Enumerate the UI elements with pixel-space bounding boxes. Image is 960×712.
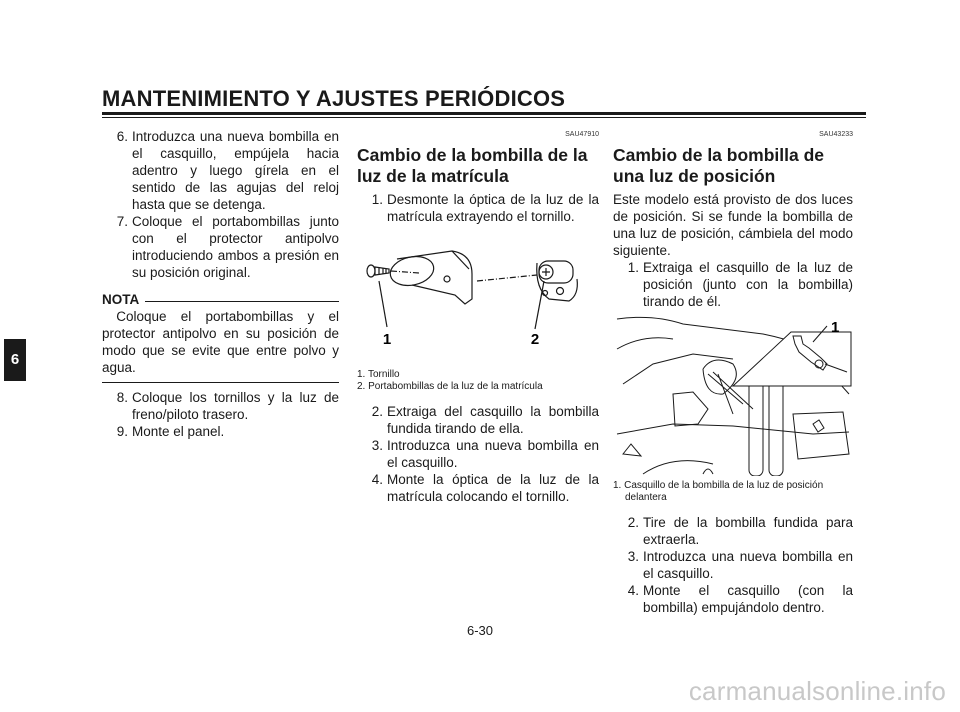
title-rule-thin	[102, 117, 866, 118]
figure-label-1: 1	[382, 331, 392, 348]
license-light-figure	[357, 229, 599, 369]
column-3	[613, 126, 853, 616]
list-item: 6. Introduzca una nueva bombilla en el casquillo, empújela hacia adentro y luego gírela en el sentido de las agujas del reloj hasta que se detenga.	[116, 129, 339, 212]
list-item: 1. Extraiga el casquillo de la luz de posición (junto con la bombilla) tirando de él.	[627, 260, 853, 309]
page-number: 6-30	[466, 623, 494, 638]
figure-label-2: 2	[530, 331, 540, 348]
column-2	[357, 126, 599, 505]
section-code: SAU43233	[819, 131, 853, 138]
list-item: 2. Tire de la bombilla fundida para extraerla.	[627, 515, 853, 547]
position-light-figure	[613, 314, 853, 476]
list-item: 9. Monte el panel.	[116, 424, 225, 439]
list-item: 8. Coloque los tornillos y la luz de freno/piloto trasero.	[116, 390, 339, 422]
nota-heading: NOTA	[102, 291, 339, 308]
list-item: 2. Extraiga del casquillo la bombilla fundida tirando de ella.	[371, 404, 599, 436]
figure-caption: 1. Casquillo de la bombilla de la luz de posición delantera	[613, 480, 824, 503]
list-item: 1. Desmonte la óptica de la luz de la matrícula extrayendo el tornillo.	[371, 192, 599, 224]
list-item: 4. Monte la óptica de la luz de la matrícula colocando el tornillo.	[371, 472, 599, 504]
title-rule-thick	[102, 112, 866, 115]
figure-label-1: 1	[831, 319, 840, 336]
column-1	[102, 128, 339, 440]
section-code: SAU47910	[565, 131, 599, 138]
intro-paragraph: Este modelo está provisto de dos luces de posición. Si se funde la bombilla de una luz de posición, cámbiela del modo siguiente.	[613, 192, 853, 258]
list-item: 4. Monte el casquillo (con la bombilla) empujándolo dentro.	[627, 583, 853, 615]
watermark: carmanualsonline.info	[688, 676, 946, 706]
section-heading: Cambio de la bombilla de una luz de posición	[613, 145, 825, 186]
list-item: 3. Introduzca una nueva bombilla en el casquillo.	[627, 549, 853, 581]
figure-caption: 1. Tornillo 2. Portabombillas de la luz de la matrícula	[357, 369, 543, 392]
nota-text: Coloque el portabombillas y el protector antipolvo en su posición de modo que se evite que entre polvo y agua.	[102, 308, 339, 383]
page-title: MANTENIMIENTO Y AJUSTES PERIÓDICOS	[102, 86, 566, 111]
list-item: 7. Coloque el portabombillas junto con el protector antipolvo introduciendo ambos a presión en su posición original.	[116, 214, 339, 280]
chapter-tab: 6	[4, 339, 26, 381]
section-heading: Cambio de la bombilla de la luz de la matrícula	[357, 145, 588, 186]
list-item: 3. Introduzca una nueva bombilla en el casquillo.	[371, 438, 599, 470]
